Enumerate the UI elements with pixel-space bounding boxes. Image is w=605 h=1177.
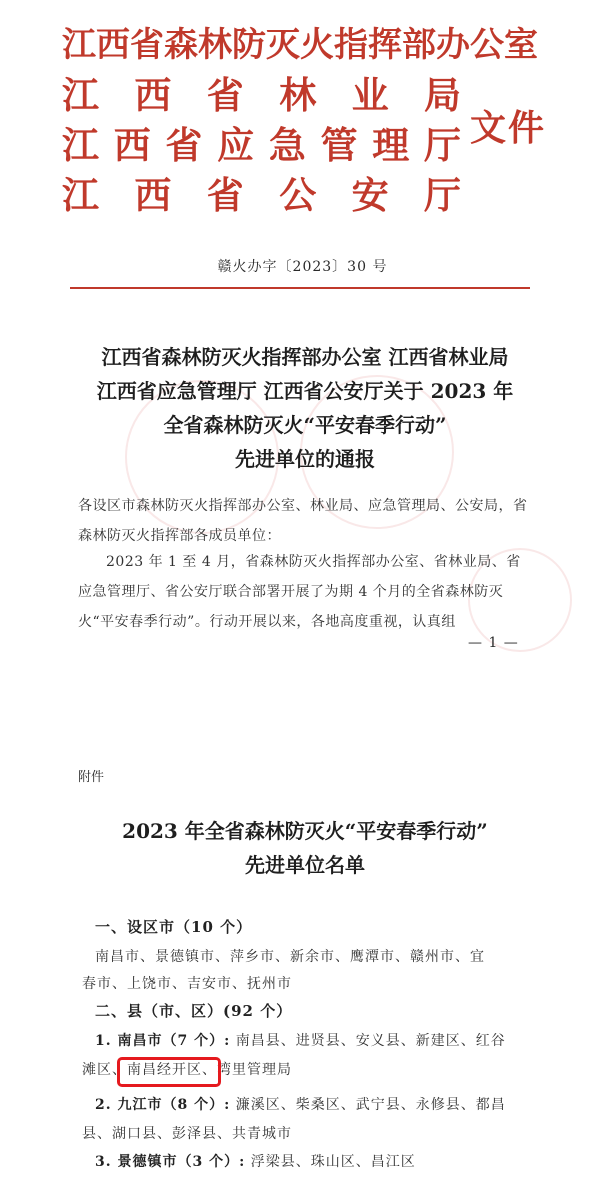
issuer-name: 江西省森林防灭火指挥部办公室 <box>62 25 538 65</box>
attachment-title <box>60 814 550 882</box>
issuer-name: 江西省应急管理厅 <box>62 123 462 167</box>
red-divider <box>70 287 530 289</box>
title-line: 江西省森林防灭火指挥部办公室 江西省林业局 <box>101 345 509 369</box>
list-line <box>95 1030 540 1050</box>
body-paragraph: 2023 年 1 至 4 月，省森林防灭火指挥部办公室、省林业局、省应急管理厅、省公安厅联合部署开展了为期 4 个月的全省森林防灭火“平安春季行动”。行动开展以来，各地高度重视，认真组 <box>78 554 521 630</box>
document-title <box>70 340 540 476</box>
section-heading: 一、设区市（10 个） <box>95 918 253 936</box>
list-line: 县、湖口县、彭泽县、共青城市 <box>82 1126 292 1142</box>
city-label: 3. 景德镇市（3 个）: <box>95 1154 246 1170</box>
attachment-title-line: 先进单位名单 <box>245 853 365 877</box>
issuer-name: 江西省公安厅 <box>62 173 462 217</box>
list-line <box>95 1151 540 1171</box>
issuer-name: 江西省林业局 <box>62 73 462 117</box>
county-list: 南昌县、进贤县、安义县、新建区、红谷 <box>230 1033 506 1049</box>
list-line <box>95 1094 540 1114</box>
file-label: 文件 <box>470 107 547 149</box>
attachment-title-line: 2023 年全省森林防灭火“平安春季行动” <box>122 819 488 843</box>
list-line: 南昌市、景德镇市、萍乡市、新余市、鹰潭市、赣州市、宜 <box>95 949 485 965</box>
title-line: 江西省应急管理厅 江西省公安厅关于 2023 年 <box>96 379 514 403</box>
county-list: 濂溪区、柴桑区、武宁县、永修县、都昌 <box>230 1097 506 1113</box>
section-heading: 二、县（市、区）(92 个） <box>95 1002 293 1020</box>
county-list: 滩区、 <box>82 1062 127 1078</box>
title-line: 全省森林防灭火“平安春季行动” <box>163 413 447 437</box>
county-list: 、湾里管理局 <box>202 1062 292 1078</box>
page-number: — 1 — <box>468 635 519 651</box>
county-list: 浮梁县、珠山区、昌江区 <box>245 1154 416 1170</box>
highlight-box <box>117 1057 221 1087</box>
city-label: 2. 九江市（8 个）: <box>95 1097 231 1113</box>
attachment-label: 附件 <box>78 770 105 785</box>
recipients: 各设区市森林防灭火指挥部办公室、林业局、应急管理局、公安局，省森林防灭火指挥部各成员单位： <box>78 498 528 544</box>
title-line: 先进单位的通报 <box>235 447 375 471</box>
list-line: 春市、上饶市、吉安市、抚州市 <box>82 976 292 992</box>
document-number: 赣火办字〔2023〕30 号 <box>217 259 388 275</box>
highlighted-unit: 南昌经开区 <box>127 1062 202 1078</box>
city-label: 1. 南昌市（7 个）: <box>95 1033 231 1049</box>
